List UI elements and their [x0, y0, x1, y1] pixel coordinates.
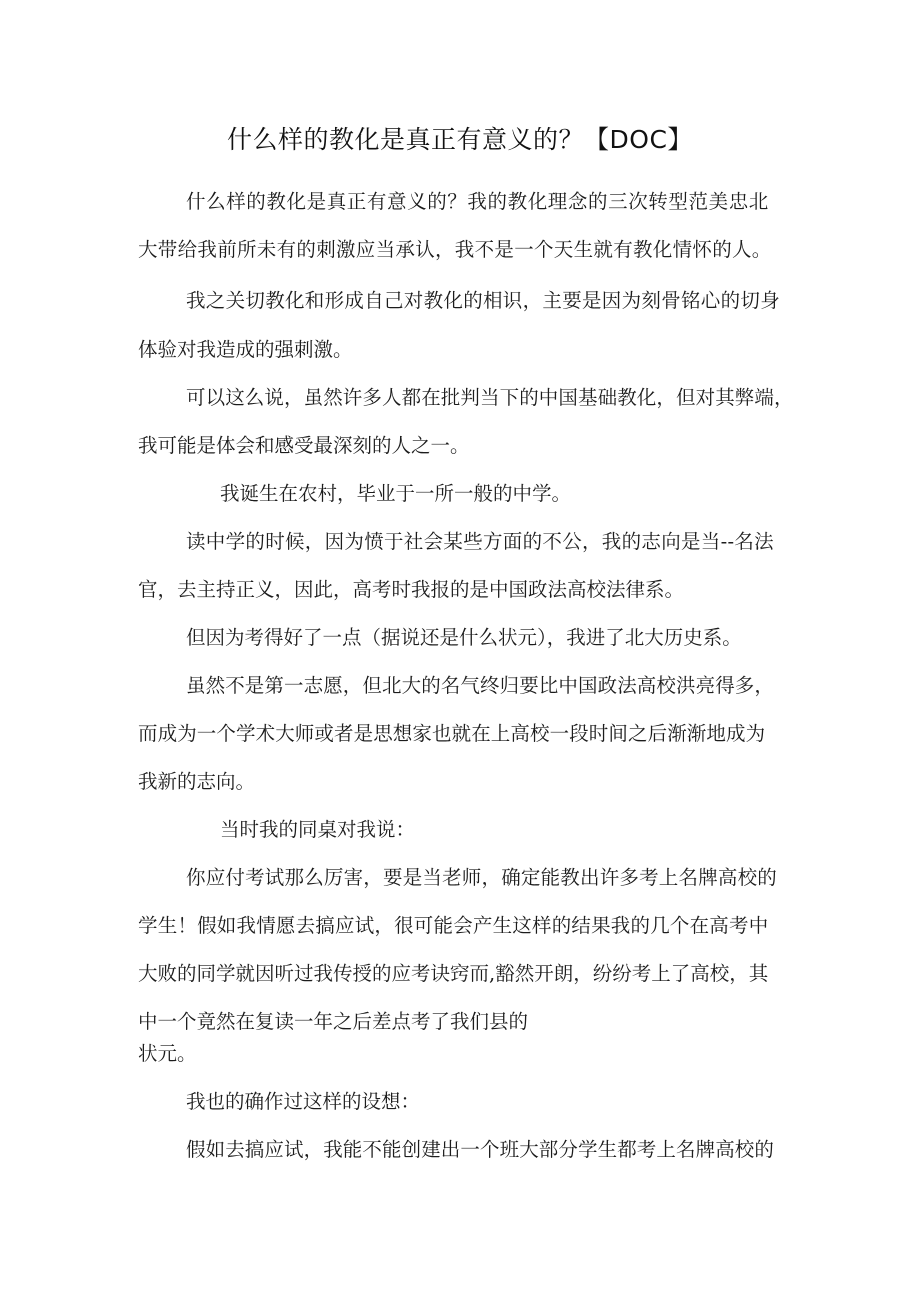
paragraph-line: 我诞生在农村，毕业于一所一般的中学。 [220, 482, 572, 505]
paragraph-line: 大带给我前所未有的刺激应当承认，我不是一个天生就有教化情怀的人。 [138, 238, 772, 261]
paragraph-line: 学生！假如我情愿去搞应试，很可能会产生这样的结果我的几个在高考中 [138, 914, 769, 937]
paragraph-line: 官，去主持正义，因此，高考时我报的是中国政法高校法律系。 [138, 578, 685, 601]
document-title: 什么样的教化是真正有意义的？【DOC】 [227, 125, 693, 154]
paragraph-line: 当时我的同桌对我说： [220, 818, 416, 841]
paragraph-line: 我也的确作过这样的设想： [186, 1090, 421, 1113]
paragraph-line: 读中学的时候，因为愤于社会某些方面的不公，我的志向是当--名法 [186, 530, 774, 553]
paragraph-line: 但因为考得好了一点（据说还是什么状元），我进了北大历史系。 [186, 626, 742, 649]
paragraph-line: 我新的志向。 [138, 770, 256, 793]
paragraph-line: 你应付考试那么厉害，要是当老师，确定能教出许多考上名牌高校的 [186, 866, 778, 889]
paragraph-line: 大败的同学就因听过我传授的应考诀窍而,豁然开朗，纷纷考上了高校，其 [138, 962, 769, 985]
paragraph-line: 假如去搞应试，我能不能创建出一个班大部分学生都考上名牌高校的 [186, 1138, 775, 1161]
paragraph-line: 而成为一个学术大师或者是思想家也就在上高校一段时间之后渐渐地成为 [138, 722, 766, 745]
paragraph-line: 可以这么说，虽然许多人都在批判当下的中国基础教化，但对其弊端， [186, 386, 794, 409]
paragraph-line: 我可能是体会和感受最深刻的人之一。 [138, 434, 470, 457]
paragraph-line: 虽然不是第一志愿，但北大的名气终归要比中国政法高校洪亮得多， [186, 674, 775, 697]
paragraph-line: 我之关切教化和形成自己对教化的相识，主要是因为刻骨铭心的切身 [186, 289, 781, 312]
paragraph-line: 什么样的教化是真正有意义的？我的教化理念的三次转型范美忠北 [186, 190, 769, 213]
paragraph-line: 状元。 [138, 1042, 197, 1065]
paragraph-line: 中一个竟然在复读一年之后差点考了我们县的 [138, 1010, 529, 1033]
paragraph-line: 体验对我造成的强刺激。 [138, 338, 353, 361]
